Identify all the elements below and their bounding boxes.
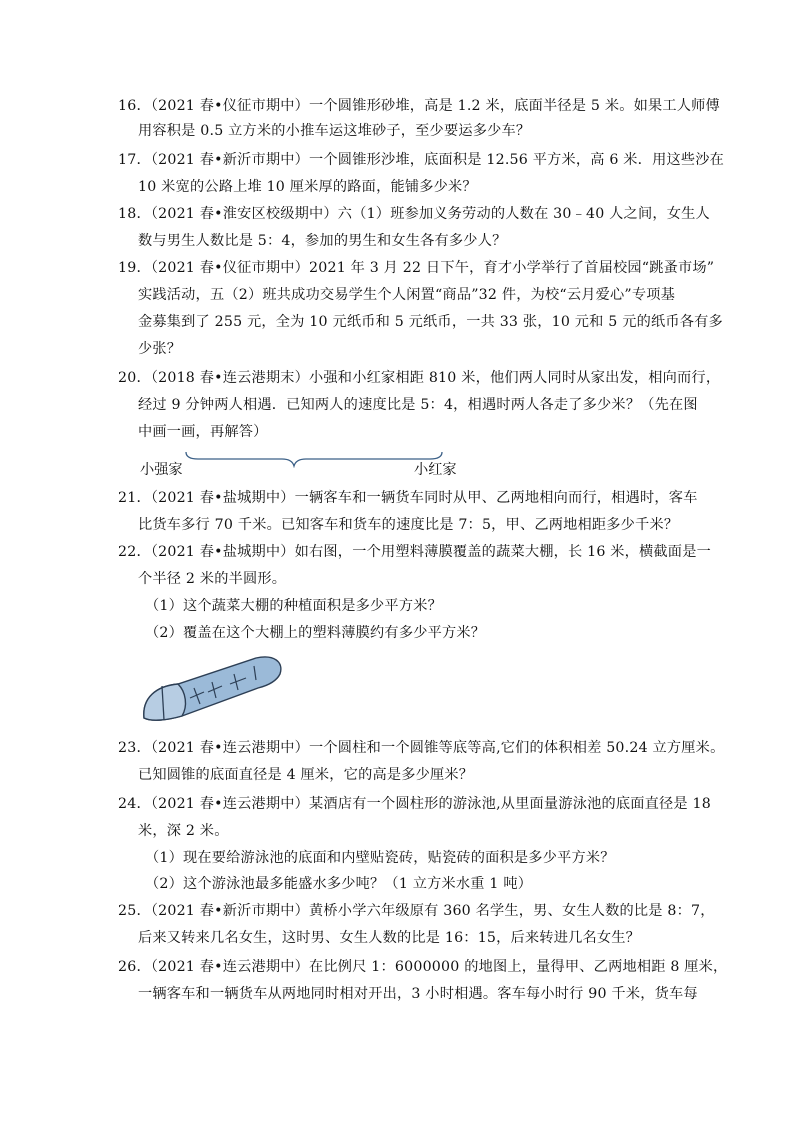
problem-21-line-1: 21．（2021 春•盐城期中）一辆客车和一辆货车同时从甲、乙两地相向而行，相遇时，客车 — [118, 490, 698, 506]
problem-22-sub-1: （1）这个蔬菜大棚的种植面积是多少平方米？ — [145, 598, 442, 614]
problem-19-line-1: 19．（2021 春•仪征市期中）2021 年 3 月 22 日下午，育才小学举行了首届校园“跳蚤市场” — [118, 260, 715, 276]
distance-brace-diagram — [184, 450, 444, 468]
problem-20-line-1: 20．（2018 春•连云港期末）小强和小红家相距 810 米，他们两人同时从家出发，相向而行， — [118, 370, 721, 386]
problem-22-line-1: 22．（2021 春•盐城期中）如右图，一个用塑料薄膜覆盖的蔬菜大棚，长 16 米，横截面是一 — [118, 544, 711, 560]
problem-22-line-2: 个半径 2 米的半圆形。 — [138, 571, 287, 587]
problem-16-line-2: 用容积是 0.5 立方米的小推车运这堆砂子，至少要运多少车？ — [138, 123, 531, 139]
problem-23-line-2: 已知圆锥的底面直径是 4 厘米，它的高是多少厘米？ — [138, 767, 474, 783]
problem-25-line-2: 后来又转来几名女生，这时男、女生人数的比是 16：15，后来转进几名女生？ — [138, 930, 641, 946]
problem-16-line-1: 16．（2021 春•仪征市期中）一个圆锥形砂堆，高是 1.2 米，底面半径是 5 米。如果工人师傅 — [118, 98, 720, 114]
label-xiaoqiang-home: 小强家 — [140, 462, 183, 478]
problem-20-line-2: 经过 9 分钟两人相遇．已知两人的速度比是 5：4，相遇时两人各走了多少米？（先在图 — [138, 397, 698, 413]
problem-19-line-3: 金募集到了 255 元，全为 10 元纸币和 5 元纸币，一共 33 张，10 元和 5 元的纸币各有多 — [138, 314, 723, 330]
problem-24-sub-1: （1）现在要给游泳池的底面和内壁贴瓷砖，贴瓷砖的面积是多少平方米？ — [145, 850, 615, 866]
problem-18-line-2: 数与男生人数比是 5：4，参加的男生和女生各有多少人？ — [138, 233, 507, 249]
problem-26-line-2: 一辆客车和一辆货车从两地同时相对开出，3 小时相遇。客车每小时行 90 千米，货车每 — [138, 986, 698, 1002]
label-xiaohong-home: 小红家 — [414, 462, 457, 478]
problem-18-line-1: 18．（2021 春•淮安区校级期中）六（1）班参加义务劳动的人数在 30﹣40 人之间，女生人 — [118, 206, 710, 222]
problem-22-sub-2: （2）覆盖在这个大棚上的塑料薄膜约有多少平方米？ — [145, 625, 486, 641]
problem-20-line-3: 中画一画，再解答） — [138, 424, 268, 440]
problem-19-line-4: 少张？ — [138, 341, 182, 357]
problem-23-line-1: 23．（2021 春•连云港期中）一个圆柱和一个圆锥等底等高,它们的体积相差 50.24 立方厘米。 — [118, 740, 725, 756]
problem-21-line-2: 比货车多行 70 千米。已知客车和货车的速度比是 7：5，甲、乙两地相距多少千米？ — [138, 517, 679, 533]
problem-24-line-1: 24．（2021 春•连云港期中）某酒店有一个圆柱形的游泳池,从里面量游泳池的底面直径是 18 — [118, 796, 711, 812]
problem-24-line-2: 米，深 2 米。 — [138, 823, 229, 839]
brace-line — [186, 452, 442, 466]
problem-19-line-2: 实践活动，五（2）班共成功交易学生个人闲置“商品”32 件，为校“云月爱心”专项基 — [138, 287, 675, 303]
greenhouse-illustration — [138, 648, 288, 730]
problem-24-sub-2: （2）这个游泳池最多能盛水多少吨？（1 立方米水重 1 吨） — [145, 876, 533, 892]
problem-17-line-2: 10 米宽的公路上堆 10 厘米厚的路面，能铺多少米？ — [138, 179, 477, 195]
problem-17-line-1: 17．（2021 春•新沂市期中）一个圆锥形沙堆，底面积是 12.56 平方米，高 6 米．用这些沙在 — [118, 152, 725, 168]
greenhouse-end-arc — [144, 684, 186, 720]
problem-26-line-1: 26．（2021 春•连云港期中）在比例尺 1：6000000 的地图上，量得甲、乙两地相距 8 厘米， — [118, 959, 728, 975]
problem-25-line-1: 25．（2021 春•新沂市期中）黄桥小学六年级原有 360 名学生，男、女生人数的比是 8：7， — [118, 903, 715, 919]
